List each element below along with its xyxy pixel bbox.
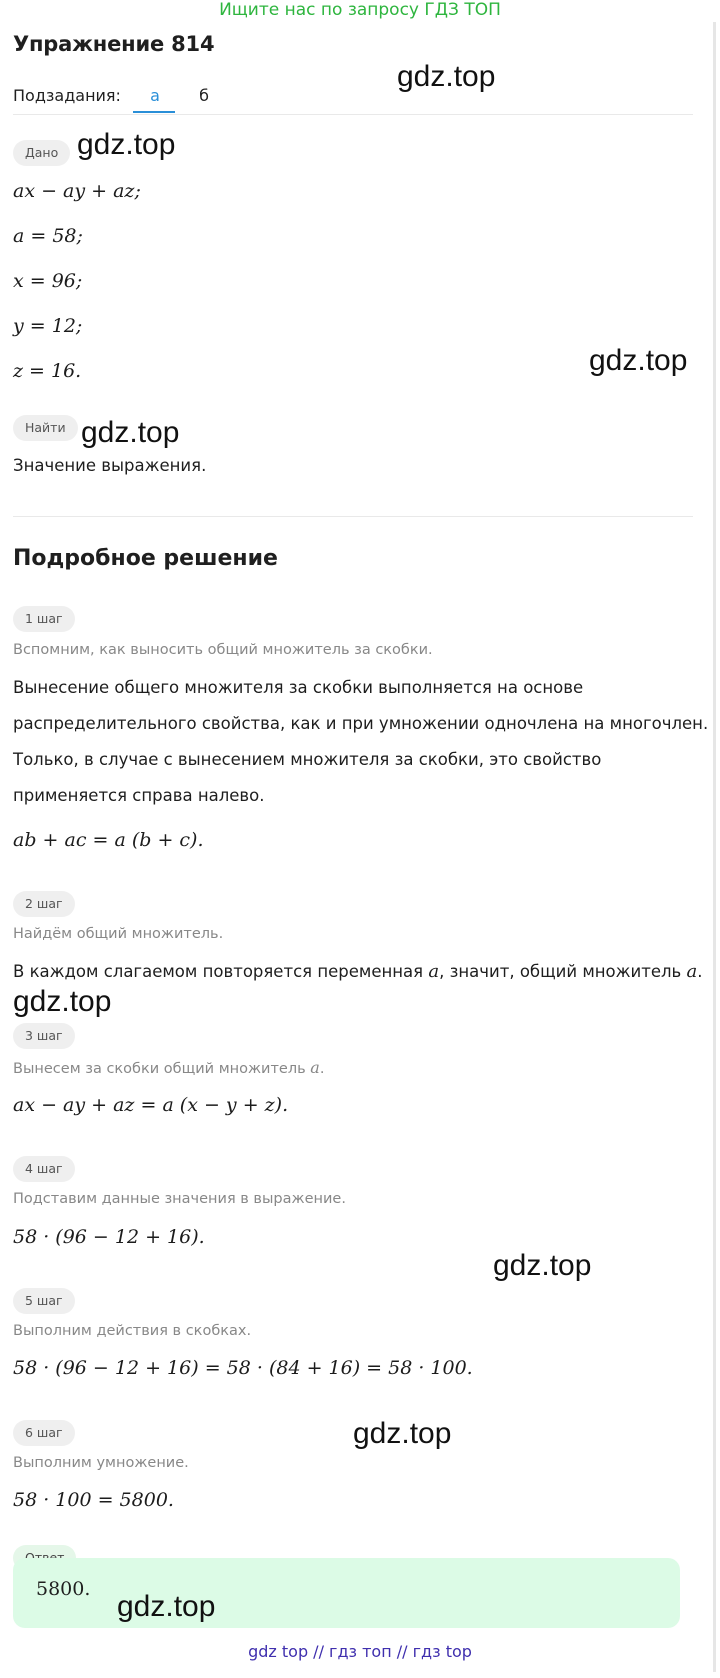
given-expression: ax − ay + az; xyxy=(13,180,141,202)
step-1-formula: ab + ac = a (b + c). xyxy=(13,829,204,851)
step-3-formula: ax − ay + az = a (x − y + z). xyxy=(13,1094,289,1116)
find-badge: Найти xyxy=(13,415,78,441)
solution-heading: Подробное решение xyxy=(13,546,278,571)
step-1-hint: Вспомним, как выносить общий множитель за скобки. xyxy=(13,642,433,658)
given-y: y = 12; xyxy=(13,315,83,337)
watermark: gdz.top xyxy=(117,1590,216,1623)
given-z: z = 16. xyxy=(13,360,82,382)
step-3-badge: 3 шаг xyxy=(13,1023,75,1049)
step-1-badge: 1 шаг xyxy=(13,606,75,632)
subtasks-label: Подзадания: xyxy=(13,86,121,105)
step-2-variable: a xyxy=(428,961,440,982)
step-1-text-line: применяется справа налево. xyxy=(13,786,265,805)
step-4-hint: Подставим данные значения в выражение. xyxy=(13,1191,346,1207)
step-5-hint: Выполним действия в скобках. xyxy=(13,1323,252,1339)
step-2-hint: Найдём общий множитель. xyxy=(13,926,224,942)
active-tab-indicator xyxy=(133,111,175,113)
step-1-text-line: Вынесение общего множителя за скобки выполняется на основе xyxy=(13,678,584,697)
step-2-text xyxy=(13,961,703,982)
step-2-badge: 2 шаг xyxy=(13,891,75,917)
top-banner[interactable]: Ищите нас по запросу ГДЗ ТОП xyxy=(219,0,501,20)
scrollbar[interactable] xyxy=(713,22,716,1672)
step-6-formula: 58 · 100 = 5800. xyxy=(13,1489,174,1511)
step-6-hint: Выполним умножение. xyxy=(13,1455,189,1471)
given-x: x = 96; xyxy=(13,270,83,292)
step-2-text-part: , значит, общий множитель xyxy=(439,962,687,981)
watermark: gdz.top xyxy=(589,344,688,377)
step-3-hint-variable: a xyxy=(310,1058,320,1077)
footer-links[interactable]: gdz top // гдз топ // гдз top xyxy=(248,1642,472,1661)
step-4-formula: 58 · (96 − 12 + 16). xyxy=(13,1226,205,1248)
divider xyxy=(13,516,693,517)
answer-box xyxy=(13,1558,680,1628)
step-3-hint xyxy=(13,1058,324,1077)
answer-value: 5800. xyxy=(36,1578,91,1600)
step-2-text-part: . xyxy=(697,962,703,981)
watermark: gdz.top xyxy=(397,60,496,93)
watermark: gdz.top xyxy=(493,1249,592,1282)
watermark: gdz.top xyxy=(353,1417,452,1450)
step-5-formula: 58 · (96 − 12 + 16) = 58 · (84 + 16) = 58 · 100. xyxy=(13,1357,473,1379)
given-badge: Дано xyxy=(13,140,70,166)
tab-subtask-a[interactable]: а xyxy=(150,86,160,105)
step-5-badge: 5 шаг xyxy=(13,1288,75,1314)
step-1-text-line: Только, в случае с вынесением множителя за скобки, это свойство xyxy=(13,750,602,769)
watermark: gdz.top xyxy=(77,128,176,161)
watermark: gdz.top xyxy=(81,416,180,449)
tab-subtask-b[interactable]: б xyxy=(199,86,209,105)
page-title: Упражнение 814 xyxy=(13,32,215,56)
step-2-variable: a xyxy=(686,961,698,982)
step-2-text-part: В каждом слагаемом повторяется переменная xyxy=(13,962,429,981)
step-3-hint-part: Вынесем за скобки общий множитель xyxy=(13,1061,311,1077)
find-text: Значение выражения. xyxy=(13,456,207,475)
given-a: a = 58; xyxy=(13,225,83,247)
step-4-badge: 4 шаг xyxy=(13,1156,75,1182)
step-3-hint-part: . xyxy=(319,1061,325,1077)
watermark: gdz.top xyxy=(13,985,112,1018)
step-1-text-line: распределительного свойства, как и при умножении одночлена на многочлен. xyxy=(13,714,709,733)
divider xyxy=(13,114,693,115)
step-6-badge: 6 шаг xyxy=(13,1420,75,1446)
